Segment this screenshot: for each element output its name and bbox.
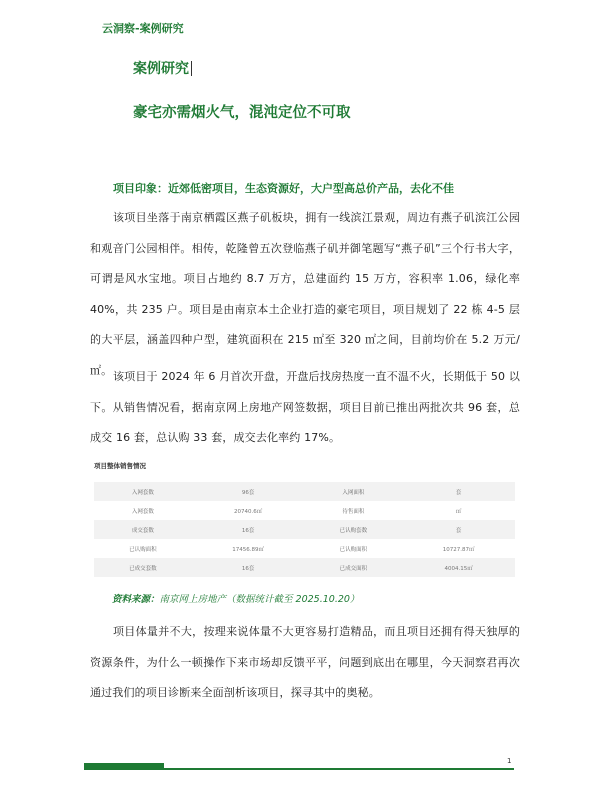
- table-cell: 17456.89㎡: [192, 539, 305, 558]
- table-cell: 已认购面积: [304, 539, 402, 558]
- subheading: 项目印象：近郊低密项目，生态资源好，大户型高总价产品，去化不佳: [113, 182, 454, 195]
- page-number: 1: [507, 757, 512, 765]
- paragraph-intro: 该项目坐落于南京栖霞区燕子矶板块，拥有一线滨江景观，周边有燕子矶滨江公园和观音门公园相伴。相传，乾隆曾五次登临燕子矶并御笔题写“燕子矶”三个行书大字，可谓是风水宝地。项目占地约 8.7 万方，总建面约 15 万方，容积率 1.06，绿化率 40%，共 235 户。项目是由南京本土企业打造的豪宅项目，项目规划了 22 栋 4-5 层的大平层，涵盖四种户型，建筑面积在 215 ㎡至 320 ㎡之间，目前均价在 5.2 万元/㎡。: [90, 211, 520, 377]
- table-cell: 待售面积: [304, 501, 402, 520]
- header-tag: 云洞察-案例研究: [102, 22, 184, 35]
- section-label-bar: [191, 61, 192, 76]
- table-row: [94, 558, 515, 577]
- table-row: [94, 539, 515, 558]
- table-cell: 套: [402, 520, 515, 539]
- table-cell: 16套: [192, 558, 305, 577]
- paragraph-sales: 该项目于 2024 年 6 月首次开盘，开盘后找房热度一直不温不火，长期低于 50 以下。从销售情况看，据南京网上房地产网签数据，项目目前已推出两批次共 96 套，总成交 16 套，总认购 33 套，成交去化率约 17%。: [90, 370, 520, 444]
- table-row: [94, 501, 515, 520]
- table-cell: 套: [402, 482, 515, 501]
- table-cell: 入网套数: [94, 482, 192, 501]
- footer-rule-thin: [164, 768, 514, 770]
- table-row: [94, 482, 515, 501]
- table-cell: 已认购面积: [94, 539, 192, 558]
- table-cell: 成交套数: [94, 520, 192, 539]
- footer-rule-thick: [84, 763, 164, 770]
- table-cell: 已成交套数: [94, 558, 192, 577]
- table-cell: 入网面积: [304, 482, 402, 501]
- section-label: [133, 58, 192, 78]
- table-cell: 96套: [192, 482, 305, 501]
- source-text: 南京网上房地产（数据统计截至 2025.10.20）: [159, 594, 360, 605]
- footer-rule: [84, 763, 514, 770]
- paragraph-conclusion: 项目体量并不大，按理来说体量不大更容易打造精品，而且项目还拥有得天独厚的资源条件，为什么一顿操作下来市场却反馈平平，问题到底出在哪里，今天洞察君再次通过我们的项目诊断来全面剖析该项目，探寻其中的奥秘。: [90, 625, 520, 699]
- table-title: 项目整体销售情况: [94, 462, 146, 470]
- table-cell: 16套: [192, 520, 305, 539]
- table-cell: 入网套数: [94, 501, 192, 520]
- table-cell: 已认购套数: [304, 520, 402, 539]
- sales-table: [94, 482, 515, 577]
- source-label: 资料来源：: [112, 594, 160, 605]
- source-note: [112, 591, 359, 605]
- table-row: [94, 520, 515, 539]
- table-cell: ㎡: [402, 501, 515, 520]
- section-label-text: 案例研究: [133, 61, 189, 77]
- table-cell: 4004.15㎡: [402, 558, 515, 577]
- table-cell: 20740.6㎡: [192, 501, 305, 520]
- page-title: 豪宅亦需烟火气，混沌定位不可取: [133, 105, 351, 121]
- table-cell: 10727.87㎡: [402, 539, 515, 558]
- table-cell: 已成交面积: [304, 558, 402, 577]
